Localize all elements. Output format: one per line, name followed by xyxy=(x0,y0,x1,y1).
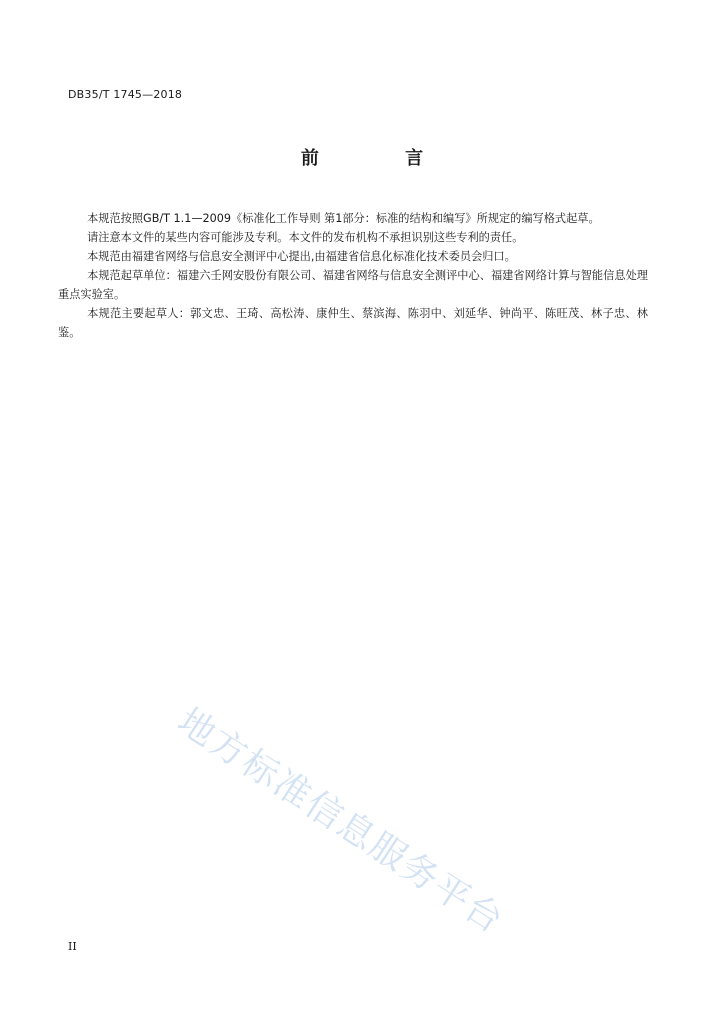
foreword-body xyxy=(58,209,648,342)
paragraph-drafting-units: 本规范起草单位：福建六壬网安股份有限公司、福建省网络与信息安全测评中心、福建省网络计算与智能信息处理重点实验室。 xyxy=(58,269,648,301)
paragraph-patent-notice: 请注意本文件的某些内容可能涉及专利。本文件的发布机构不承担识别这些专利的责任。 xyxy=(87,231,524,244)
watermark: 地方标准信息服务平台 xyxy=(170,700,512,943)
page-number: II xyxy=(68,940,77,953)
paragraph-proposer: 本规范由福建省网络与信息安全测评中心提出,由福建省信息化标准化技术委员会归口。 xyxy=(87,250,516,263)
paragraph-drafters: 本规范主要起草人：郭文忠、王琦、高松涛、康仲生、蔡滨海、陈羽中、刘延华、钟尚平、陈旺茂、林子忠、林鉴。 xyxy=(58,307,648,339)
paragraph-drafting-basis: 本规范按照GB/T 1.1—2009《标准化工作导则 第1部分：标准的结构和编写》所规定的编写格式起草。 xyxy=(87,212,600,225)
page-title: 前 言 xyxy=(300,148,464,169)
standard-code: DB35/T 1745—2018 xyxy=(68,88,183,101)
